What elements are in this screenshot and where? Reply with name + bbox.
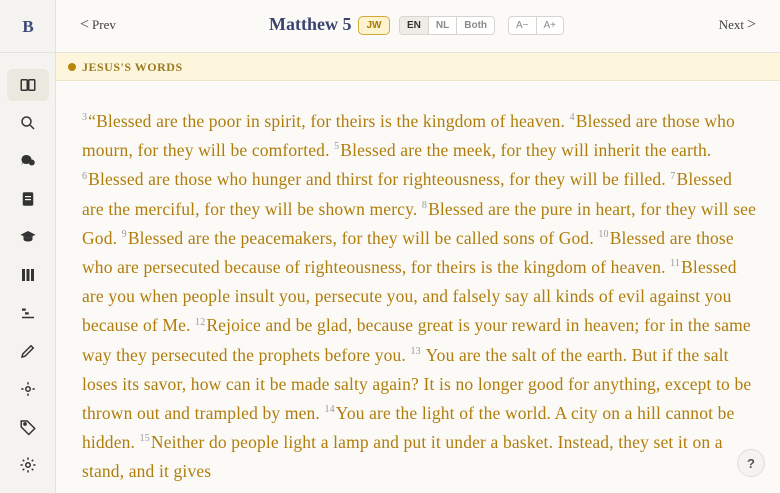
next-label: Next — [718, 17, 744, 32]
verse-text[interactable]: Blessed are the meek, for they will inherit the earth. — [340, 140, 712, 161]
search-icon — [19, 114, 37, 132]
verse-text[interactable]: Blessed are the peacemakers, for they will be called sons of God. — [127, 227, 594, 248]
font-size-controls — [508, 16, 564, 35]
verse-text[interactable]: You are the salt of the earth. But if the salt loses its savor, how can it be made salty again? It is no longer good for anything, except to be thrown out and trampled by men. — [82, 344, 752, 424]
verse-text[interactable]: Blessed are the merciful, for they will be shown mercy. — [82, 169, 733, 219]
verse-number[interactable]: 15 — [139, 433, 150, 445]
language-selector — [399, 16, 495, 35]
top-toolbar — [56, 0, 780, 53]
sidebar-item-discussion[interactable] — [7, 145, 49, 177]
verse-number[interactable]: 4 — [569, 112, 575, 124]
verse-number[interactable]: 8 — [421, 199, 428, 211]
verse-text[interactable]: Blessed are you when people insult you, persecute you, and falsely say all kinds of evil against you because of Me. — [82, 257, 737, 336]
sidebar-item-library[interactable] — [7, 259, 49, 291]
sidebar-item-explore[interactable] — [7, 373, 49, 405]
chevron-left-icon: < — [80, 16, 90, 33]
graduation-cap-icon — [19, 228, 37, 246]
banner-label: JESUS'S WORDS — [82, 60, 183, 74]
lang-both-button[interactable]: Both — [464, 20, 488, 31]
font-decrease-button[interactable]: A− — [509, 17, 537, 34]
prev-label: Prev — [92, 17, 116, 32]
verse-number[interactable]: 12 — [195, 316, 206, 328]
compass-icon — [19, 380, 37, 398]
timeline-icon — [19, 304, 37, 322]
verse-text[interactable]: Blessed are those who mourn, for they will be comforted. — [82, 111, 735, 161]
verse-number[interactable]: 3 — [82, 112, 88, 124]
verse-number[interactable]: 10 — [598, 228, 609, 240]
verse-text[interactable]: Rejoice and be glad, because great is your reward in heaven; for in the same way they persecuted the prophets before you. — [82, 315, 751, 365]
help-button[interactable]: ? — [737, 449, 765, 477]
status-dot-icon — [68, 63, 76, 71]
sidebar-item-notes[interactable] — [7, 183, 49, 215]
jesus-words-toggle[interactable]: JW — [358, 16, 390, 35]
verse-text[interactable]: Blessed are those who hunger and thirst for righteousness, for they will be filled. — [88, 169, 666, 190]
book-open-icon — [19, 76, 37, 94]
font-increase-button[interactable]: A+ — [543, 20, 557, 31]
verse-number[interactable]: 9 — [121, 228, 127, 240]
sidebar — [0, 0, 56, 493]
sidebar-divider — [0, 52, 56, 53]
verse-number[interactable]: 11 — [670, 258, 681, 270]
next-chapter-button[interactable] — [719, 16, 756, 34]
app-logo[interactable]: B — [22, 16, 34, 36]
sidebar-item-search[interactable] — [7, 107, 49, 139]
prev-chapter-button[interactable] — [80, 16, 116, 34]
verse-number[interactable]: 13 — [410, 345, 421, 357]
sidebar-item-study[interactable] — [7, 221, 49, 253]
sidebar-item-reader[interactable] — [7, 69, 49, 101]
lang-nl-button[interactable]: NL — [429, 17, 457, 34]
verse-text[interactable]: You are the light of the world. A city on a hill cannot be hidden. — [82, 403, 735, 453]
lang-en-button[interactable]: EN — [400, 17, 429, 34]
verse-text[interactable]: Blessed are those who are persecuted because of righteousness, for theirs is the kingdom of heaven. — [82, 227, 734, 278]
pencil-icon — [19, 342, 37, 360]
sidebar-item-settings[interactable] — [7, 449, 49, 481]
sidebar-item-tags[interactable] — [7, 411, 49, 443]
verse-text[interactable]: Neither do people light a lamp and put it under a basket. Instead, they set it on a stand, and it gives — [82, 432, 723, 482]
verse-text[interactable]: Blessed are the pure in heart, for they will see God. — [82, 198, 756, 248]
passage-content — [56, 82, 780, 493]
tag-icon — [19, 418, 37, 436]
library-icon — [19, 266, 37, 284]
chevron-right-icon: > — [746, 16, 756, 33]
verse-number[interactable]: 7 — [670, 170, 676, 182]
verse-number[interactable]: 5 — [334, 141, 340, 153]
settings-icon — [19, 456, 37, 474]
chapter-title[interactable]: Matthew 5 — [269, 14, 352, 34]
verse-number[interactable]: 14 — [324, 404, 335, 416]
verse-number[interactable]: 6 — [82, 170, 88, 182]
jesus-words-banner — [56, 53, 780, 81]
verse-text[interactable]: “Blessed are the poor in spirit, for theirs is the kingdom of heaven. — [88, 111, 566, 131]
notes-icon — [19, 190, 37, 208]
passage-text — [82, 107, 757, 487]
chat-bubbles-icon — [19, 152, 37, 170]
sidebar-item-timeline[interactable] — [7, 297, 49, 329]
sidebar-item-annotate[interactable] — [7, 335, 49, 367]
